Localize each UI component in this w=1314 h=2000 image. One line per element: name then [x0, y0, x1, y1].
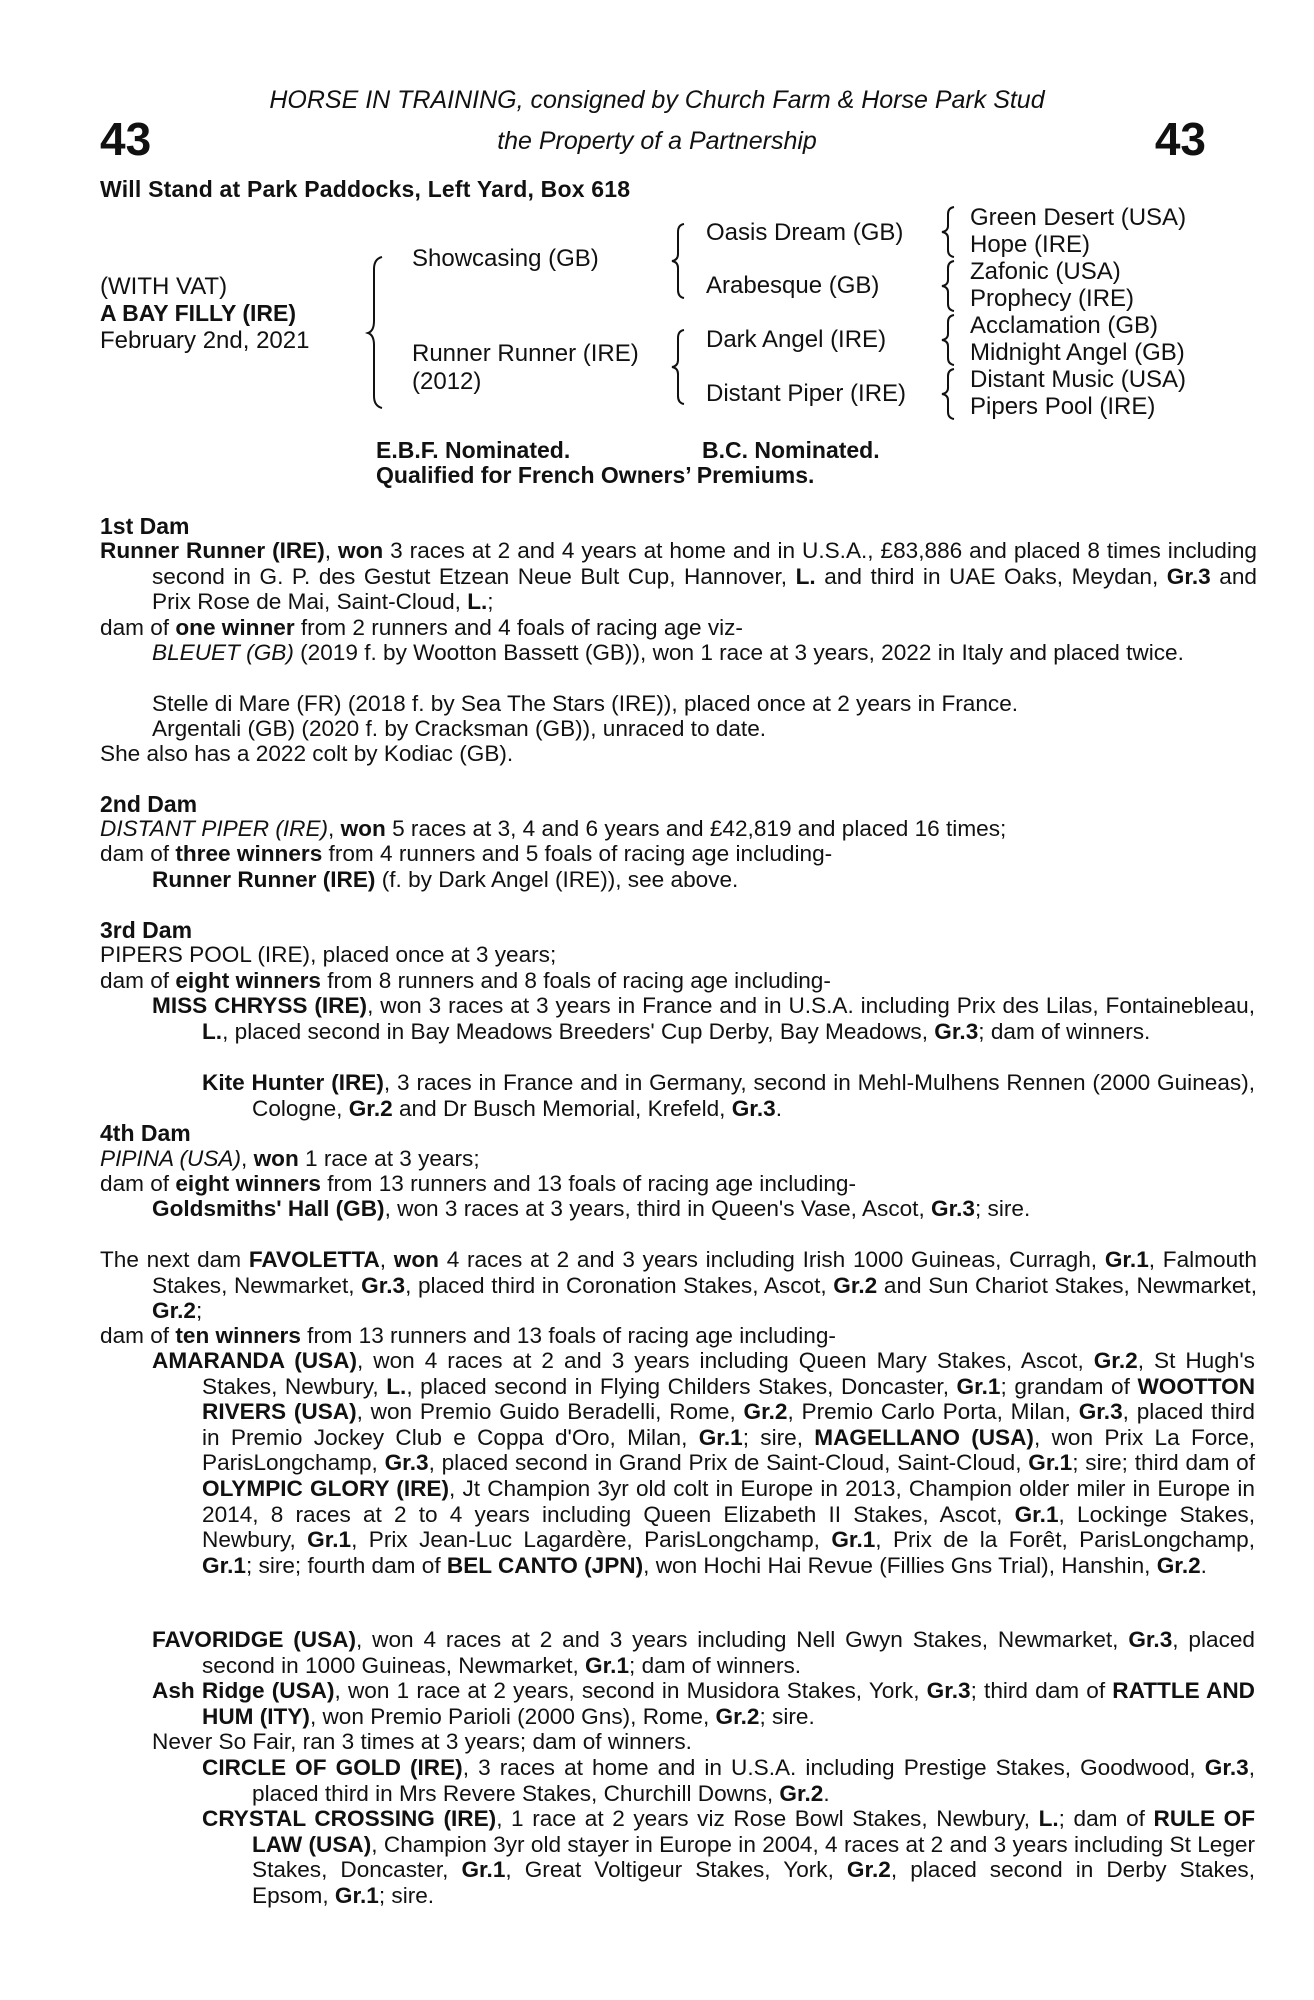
dam3-progeny-2: Kite Hunter (IRE), 3 races in France and in Germany, second in Mehl-Mulhens Rennen (2000 Guineas), Cologne, Gr.2 and Dr Busch Memorial, Krefeld, Gr.3.	[202, 1070, 1255, 1121]
dam2-damof: dam of three winners from 4 runners and 5 foals of racing age including-	[100, 841, 833, 866]
dam2-heading: 2nd Dam	[100, 791, 198, 817]
french-premiums: Qualified for French Owners’ Premiums.	[376, 462, 815, 488]
crystal-crossing-record: CRYSTAL CROSSING (IRE), 1 race at 2 years viz Rose Bowl Stakes, Newbury, L.; dam of RULE OF LAW (USA), Champion 3yr old stayer in Europe in 2004, 4 races at 2 and 3 years including St Leger Stakes, Doncaster, Gr.1, Great Voltigeur Stakes, York, Gr.2, placed second in Derby Stakes, Epsom, Gr.1; sire.	[202, 1806, 1256, 1908]
brace-dd	[942, 367, 960, 421]
brace-ds	[942, 313, 960, 367]
dam1-progeny-3: Argentali (GB) (2020 f. by Cracksman (GB)), unraced to date.	[152, 716, 767, 741]
dam3-progeny-1: MISS CHRYSS (IRE), won 3 races at 3 years in France and in U.S.A. including Prix des Lilas, Fontainebleau, L., placed second in Bay Meadows Breeders' Cup Derby, Bay Meadows, Gr.3; dam of winners.	[152, 993, 1256, 1044]
dam1-heading: 1st Dam	[100, 513, 190, 539]
dam1-name: Runner Runner (IRE)	[100, 538, 325, 563]
brace-ss	[942, 205, 960, 259]
stand-line: Will Stand at Park Paddocks, Left Yard, Box 618	[100, 176, 631, 202]
dam1-won: won	[338, 538, 384, 563]
dd-sire: Distant Music (USA)	[970, 366, 1187, 393]
sd-sire: Zafonic (USA)	[970, 258, 1121, 285]
ebf-nominated: E.B.F. Nominated.	[376, 437, 571, 463]
nextdam-damof: dam of ten winners from 13 runners and 13 foals of racing age including-	[100, 1323, 836, 1348]
bleuet-name: BLEUET (GB)	[152, 640, 294, 665]
dam2-record: DISTANT PIPER (IRE), won 5 races at 3, 4 and 6 years and £42,819 and placed 16 times;	[100, 816, 1007, 841]
ds-sire: Acclamation (GB)	[970, 312, 1159, 339]
dam-year: (2012)	[412, 368, 482, 395]
ashridge-record: Ash Ridge (USA), won 1 race at 2 years, second in Musidora Stakes, York, Gr.3; third dam of RATTLE AND HUM (ITY), won Premio Parioli (2000 Gns), Rome, Gr.2; sire.	[152, 1678, 1256, 1729]
dam1-also: She also has a 2022 colt by Kodiac (GB).	[100, 741, 514, 766]
dd-dam: Pipers Pool (IRE)	[970, 393, 1156, 420]
brace-dam	[672, 328, 692, 406]
dam1-progeny-2: Stelle di Mare (FR) (2018 f. by Sea The Stars (IRE)), placed once at 2 years in France.	[152, 691, 1019, 716]
dam1-progeny-1: BLEUET (GB) (2019 f. by Wootton Bassett (GB)), won 1 race at 3 years, 2022 in Italy and placed twice.	[152, 640, 1184, 665]
amaranda-record: AMARANDA (USA), won 4 races at 2 and 3 years including Queen Mary Stakes, Ascot, Gr.2, St Hugh's Stakes, Newbury, L., placed second in Flying Childers Stakes, Doncaster, Gr.1; grandam of WOOTTON RIVERS (USA), won Premio Guido Beradelli, Rome, Gr.2, Premio Carlo Porta, Milan, Gr.3, placed third in Premio Jockey Club e Coppa d'Oro, Milan, Gr.1; sire, MAGELLANO (USA), won Prix La Force, ParisLongchamp, Gr.3, placed second in Grand Prix de Saint-Cloud, Saint-Cloud, Gr.1; sire; third dam of OLYMPIC GLORY (IRE), Jt Champion 3yr old colt in Europe in 2013, Champion older miler in Europe in 2014, 8 races at 2 to 4 years including Queen Elizabeth II Stakes, Ascot, Gr.1, Lockinge Stakes, Newbury, Gr.1, Prix Jean-Luc Lagardère, ParisLongchamp, Gr.1, Prix de la Forêt, ParisLongchamp, Gr.1; sire; fourth dam of BEL CANTO (JPN), won Hochi Hai Revue (Fillies Gns Trial), Hanshin, Gr.2.	[152, 1348, 1256, 1578]
dam: Runner Runner (IRE)	[412, 340, 639, 367]
sire: Showcasing (GB)	[412, 245, 599, 272]
vat-label: (WITH VAT)	[100, 273, 228, 300]
property-line: the Property of a Partnership	[497, 127, 817, 155]
sire-sire: Oasis Dream (GB)	[706, 219, 904, 246]
dam4-damof: dam of eight winners from 13 runners and 13 foals of racing age including-	[100, 1171, 857, 1196]
dam-dam: Distant Piper (IRE)	[706, 380, 907, 407]
brace-sire	[672, 222, 692, 300]
consign-line: HORSE IN TRAINING, consigned by Church Farm & Horse Park Stud	[269, 86, 1045, 114]
dam1-record: Runner Runner (IRE), won 3 races at 2 and 4 years at home and in U.S.A., £83,886 and placed 8 times including second in G. P. des Gestut Etzean Neue Bult Cup, Hannover, L. and third in UAE Oaks, Meydan, Gr.3 and Prix Rose de Mai, Saint-Cloud, L.;	[100, 538, 1257, 615]
nextdam-record: The next dam FAVOLETTA, won 4 races at 2 and 3 years including Irish 1000 Guineas, Curragh, Gr.1, Falmouth Stakes, Newmarket, Gr.3, placed third in Coronation Stakes, Ascot, Gr.2 and Sun Chariot Stakes, Newmarket, Gr.2;	[100, 1247, 1257, 1324]
foaled-date: February 2nd, 2021	[100, 327, 310, 354]
favoridge-record: FAVORIDGE (USA), won 4 races at 2 and 3 years including Nell Gwyn Stakes, Newmarket, Gr.3, placed second in 1000 Guineas, Newmarket, Gr.1; dam of winners.	[152, 1627, 1256, 1678]
ss-dam: Hope (IRE)	[970, 231, 1091, 258]
sire-dam: Arabesque (GB)	[706, 272, 880, 299]
dam1-damof: dam of one winner from 2 runners and 4 foals of racing age viz-	[100, 615, 743, 640]
dam2-progeny-1: Runner Runner (IRE) (f. by Dark Angel (IRE)), see above.	[152, 867, 739, 892]
ss-sire: Green Desert (USA)	[970, 204, 1187, 231]
never-so-fair: Never So Fair, ran 3 times at 3 years; dam of winners.	[152, 1729, 692, 1754]
circle-of-gold-record: CIRCLE OF GOLD (IRE), 3 races at home and in U.S.A. including Prestige Stakes, Goodwood, Gr.3, placed third in Mrs Revere Stakes, Churchill Downs, Gr.2.	[202, 1755, 1255, 1806]
dam-sire: Dark Angel (IRE)	[706, 326, 887, 353]
lot-number-right: 43	[1154, 113, 1206, 165]
sd-dam: Prophecy (IRE)	[970, 285, 1135, 312]
dam3-damof: dam of eight winners from 8 runners and 8 foals of racing age including-	[100, 968, 831, 993]
bc-nominated: B.C. Nominated.	[702, 437, 880, 463]
lot-number-left: 43	[100, 113, 152, 165]
dam4-record: PIPINA (USA), won 1 race at 3 years;	[100, 1146, 480, 1171]
dam4-progeny-1: Goldsmiths' Hall (GB), won 3 races at 3 years, third in Queen's Vase, Ascot, Gr.3; sire.	[152, 1196, 1031, 1221]
brace-main	[368, 255, 392, 410]
dam3-record: PIPERS POOL (IRE), placed once at 3 years;	[100, 942, 557, 967]
dam4-heading: 4th Dam	[100, 1120, 191, 1146]
dam3-heading: 3rd Dam	[100, 917, 193, 943]
horse-name: A BAY FILLY (IRE)	[100, 300, 296, 326]
brace-sd	[942, 259, 960, 313]
ds-dam: Midnight Angel (GB)	[970, 339, 1185, 366]
